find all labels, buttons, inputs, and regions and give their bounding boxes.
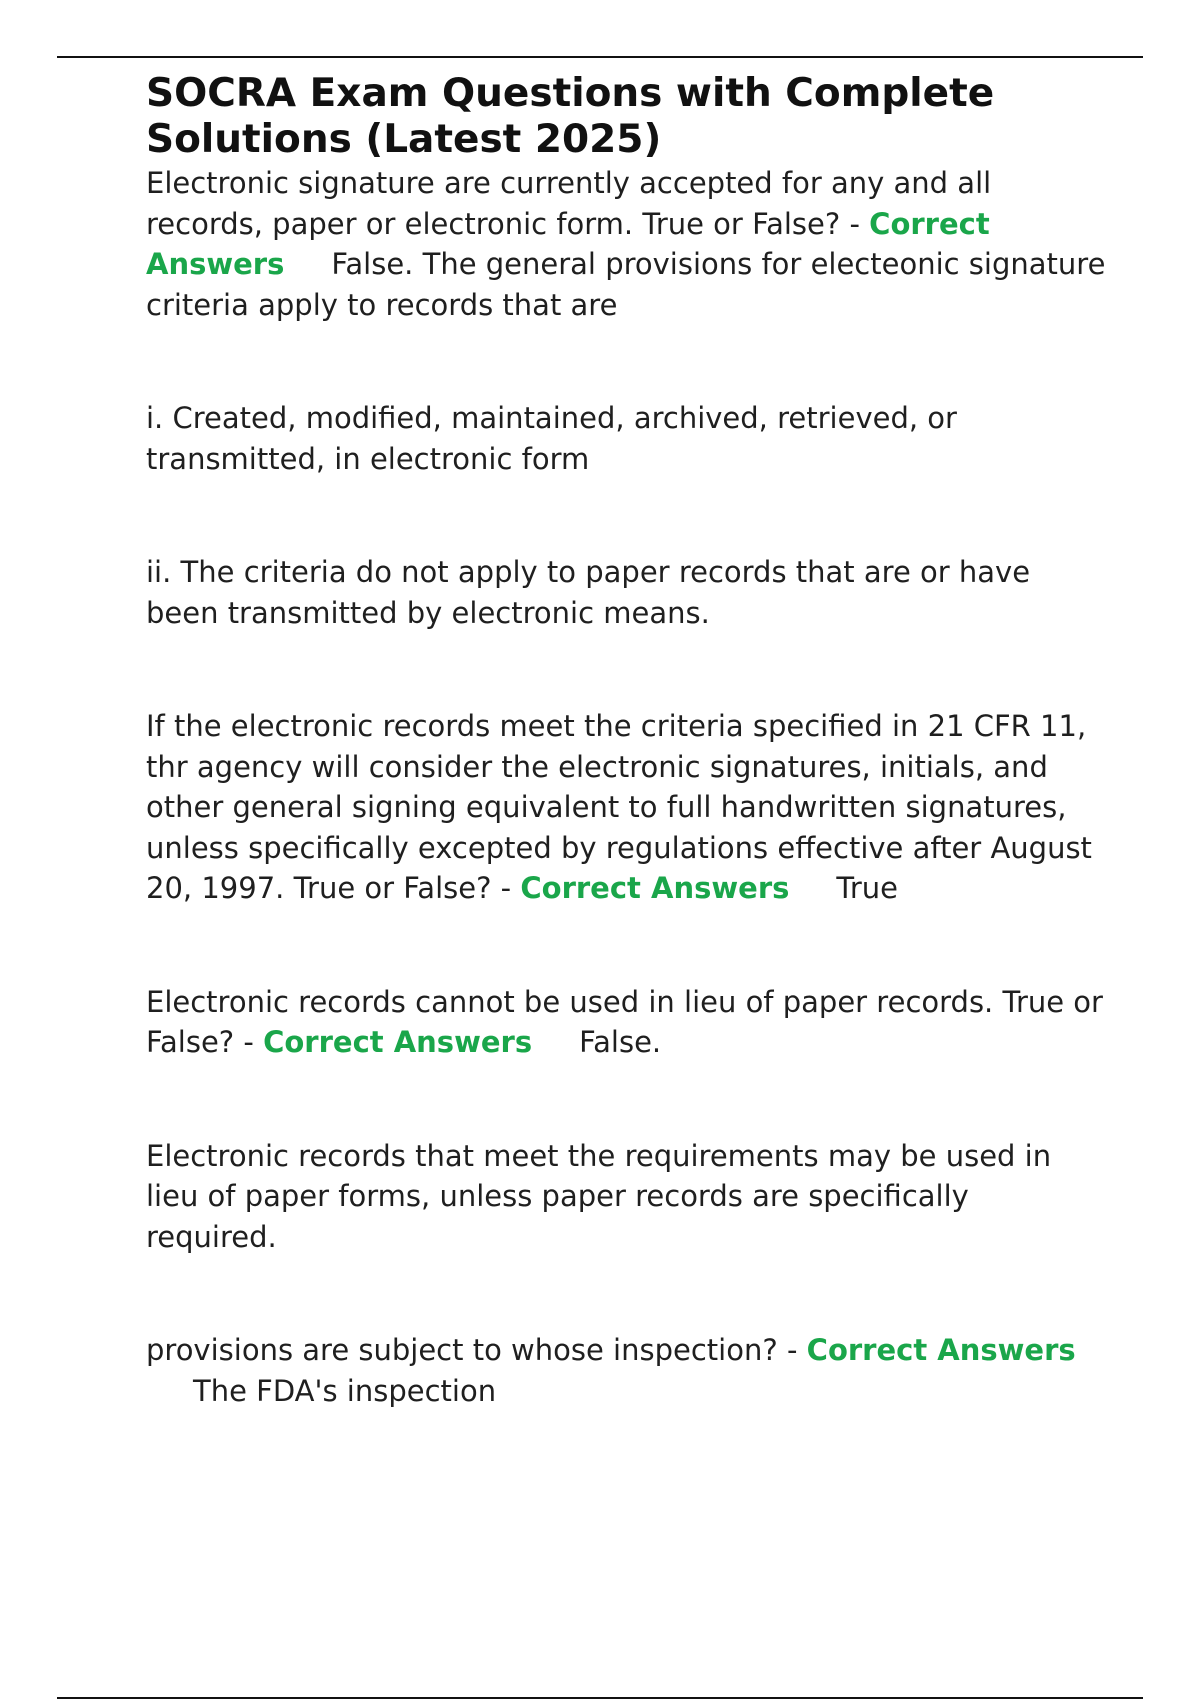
answer-3-detail: Electronic records that meet the requirements may be used in lieu of paper forms, unless paper records are specifically required. (146, 1138, 1052, 1254)
answer-1-point-ii: ii. The criteria do not apply to paper records that are or have been transmitted by electronic means. (146, 555, 1031, 630)
question-4-text: provisions are subject to whose inspection? - (146, 1333, 807, 1367)
question-3-text: Electronic records cannot be used in lieu of paper records. True or False? - (146, 984, 1103, 1059)
question-4 (146, 1330, 1106, 1411)
question-2-text: If the electronic records meet the criteria specified in 21 CFR 11, thr agency will consider the electronic signatures, initials, and other general signing equivalent to full handwritten signatures, unless specifically excepted by regulations effective after August 20, 1997. True or False? - (146, 709, 1092, 905)
correct-answers-label: Correct Answers (263, 1025, 533, 1059)
answer-1-text: False. The general provisions for electeonic signature criteria apply to records that are (146, 247, 1106, 322)
answer-4-text: The FDA's inspection (193, 1373, 497, 1408)
answer-1-point-i: i. Created, modified, maintained, archived, retrieved, or transmitted, in electronic form (146, 401, 957, 476)
question-1 (146, 163, 1106, 325)
correct-answers-label: Correct Answers (146, 206, 990, 281)
question-2 (146, 706, 1106, 909)
document-title: SOCRA Exam Questions with Complete Solutions (Latest 2025) (146, 71, 995, 162)
correct-answers-label: Correct Answers (520, 871, 790, 905)
correct-answers-label: Correct Answers (806, 1333, 1076, 1367)
question-3 (146, 982, 1106, 1063)
document-body (146, 71, 1106, 1411)
question-1-text: Electronic signature are currently accepted for any and all records, paper or electronic form. True or False? - (146, 166, 992, 241)
answer-2-text: True (836, 871, 898, 905)
bottom-rule (57, 1697, 1143, 1699)
answer-3-text: False. (579, 1025, 662, 1059)
top-rule (57, 56, 1143, 58)
